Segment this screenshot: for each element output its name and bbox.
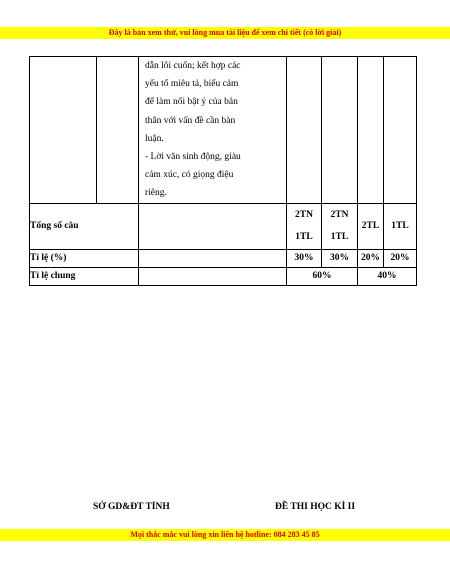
count-cell [322,203,358,249]
empty-cell [322,57,358,204]
count-cell: 2TL [358,203,384,249]
row-label: Tỉ lệ (%) [30,249,139,267]
criteria-line: cảm xúc, có giọng điệu [145,170,234,181]
row-label: Tỉ lệ chung [30,267,139,285]
criteria-line: riêng. [145,188,167,199]
row-label: Tổng số câu [30,203,139,249]
criteria-line: thân với vấn đề cần bàn [145,115,236,126]
empty-cell [139,249,287,267]
total-questions-row [30,203,417,249]
ratio-cell: 30% [287,249,322,267]
count-cell [287,203,322,249]
ratio-row [30,249,417,267]
exam-matrix-table [29,56,417,286]
empty-cell [97,57,139,204]
criteria-text [139,57,286,203]
empty-cell [287,57,322,204]
overall-ratio-row [30,267,417,285]
count-value: 2TN [295,210,313,221]
preview-banner: Đây là bản xem thử, vui lòng mua tài liệu để xem chi tiết (có lời giải) [0,27,450,39]
ratio-cell: 20% [358,249,384,267]
empty-cell [384,57,417,204]
ratio-cell: 30% [322,249,358,267]
empty-cell [30,57,97,204]
empty-cell [139,203,287,249]
department-heading: SỞ GD&ĐT TỈNH [93,502,170,512]
empty-cell [358,57,384,204]
ratio-cell: 20% [384,249,417,267]
criteria-line: yếu tố miêu tả, biểu cảm [145,79,239,90]
hotline-banner: Mọi thắc mắc vui lòng xin liên hệ hotline: 084 283 45 85 [0,529,450,541]
empty-cell [139,267,287,285]
exam-title: ĐỀ THI HỌC KÌ II [275,502,356,512]
criteria-line: để làm nổi bật ý của bản [145,97,238,108]
count-value: 1TL [295,232,313,243]
content-row [30,57,417,204]
overall-ratio-cell: 40% [358,267,417,285]
criteria-line: dẫn lôi cuốn; kết hợp các [145,61,241,71]
criteria-line: - Lời văn sinh động, giàu [145,152,241,163]
count-value: 1TL [330,232,349,243]
criteria-cell [139,57,287,204]
overall-ratio-cell: 60% [287,267,358,285]
count-value: 2TN [330,210,349,221]
count-cell: 1TL [384,203,417,249]
criteria-line: luận. [145,133,164,144]
